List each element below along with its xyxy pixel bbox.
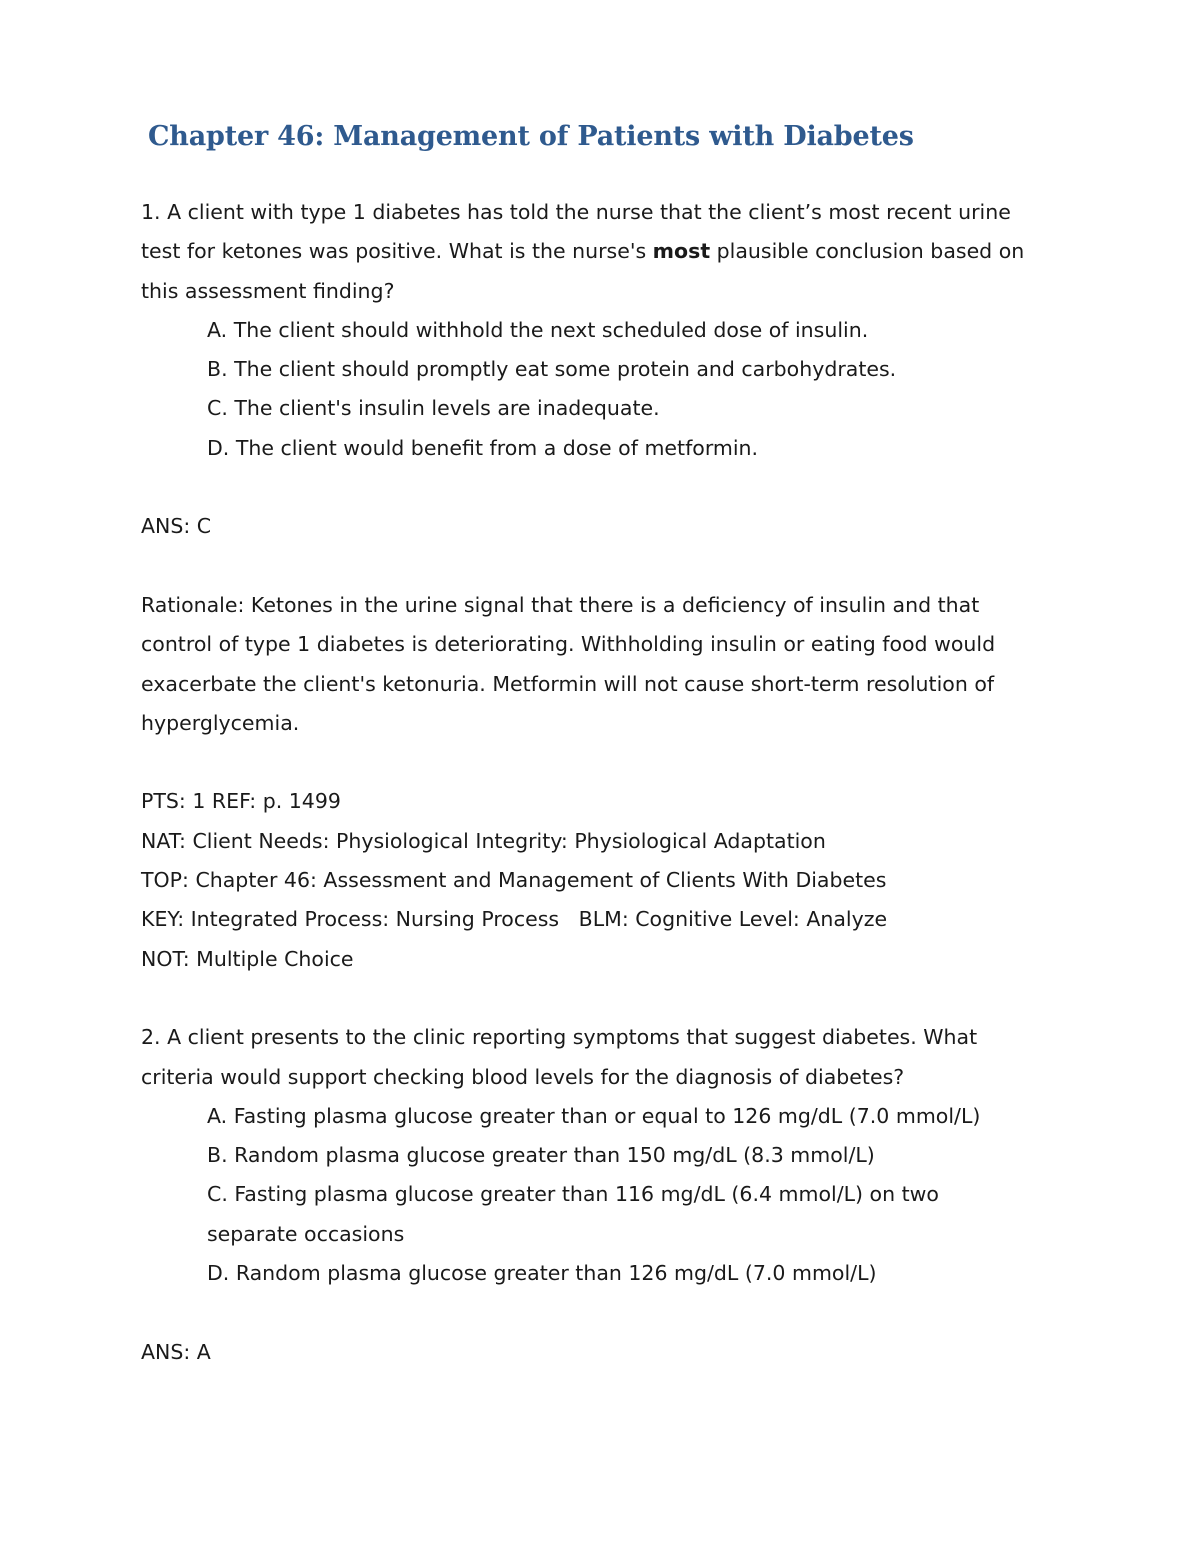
question-2-option-b: B. Random plasma glucose greater than 150 mg/dL (8.3 mmol/L) bbox=[207, 1143, 875, 1168]
meta-key: KEY: Integrated Process: Nursing Process BLM: Cognitive Level: Analyze bbox=[141, 907, 888, 932]
rationale-line-2: control of type 1 diabetes is deteriorating. Withholding insulin or eating food would bbox=[141, 632, 996, 657]
question-2-option-a: A. Fasting plasma glucose greater than or equal to 126 mg/dL (7.0 mmol/L) bbox=[207, 1103, 981, 1128]
document-body bbox=[141, 193, 1101, 1411]
question-1-option-a: A. The client should withhold the next scheduled dose of insulin. bbox=[207, 317, 869, 342]
question-1-option-c: C. The client's insulin levels are inadequate. bbox=[207, 396, 660, 421]
rationale-line-4: hyperglycemia. bbox=[141, 710, 300, 735]
meta-not: NOT: Multiple Choice bbox=[141, 946, 354, 971]
question-1 bbox=[141, 193, 1101, 468]
question-2-answer bbox=[141, 1333, 1101, 1372]
question-1-option-d: D. The client would benefit from a dose of metformin. bbox=[207, 435, 759, 460]
question-1-emphasis: most bbox=[652, 239, 711, 264]
meta-top: TOP: Chapter 46: Assessment and Management of Clients With Diabetes bbox=[141, 868, 887, 893]
meta-pts: PTS: 1 REF: p. 1499 bbox=[141, 789, 341, 814]
question-1-answer bbox=[141, 507, 1101, 546]
question-1-metadata bbox=[141, 782, 1101, 978]
rationale-line-1: Rationale: Ketones in the urine signal that there is a deficiency of insulin and that bbox=[141, 592, 980, 617]
question-2-stem-line-2: criteria would support checking blood levels for the diagnosis of diabetes? bbox=[141, 1064, 905, 1089]
question-2 bbox=[141, 1018, 1101, 1293]
question-1-stem-line-2-post: plausible conclusion based on bbox=[710, 239, 1025, 264]
question-2-stem-line-1: 2. A client presents to the clinic reporting symptoms that suggest diabetes. What bbox=[141, 1025, 978, 1050]
question-1-stem-line-3: this assessment finding? bbox=[141, 278, 395, 303]
rationale-line-3: exacerbate the client's ketonuria. Metformin will not cause short-term resolution of bbox=[141, 671, 995, 696]
question-2-answer-text: ANS: A bbox=[141, 1339, 211, 1364]
question-2-option-c: C. Fasting plasma glucose greater than 116 mg/dL (6.4 mmol/L) on two separate occasions bbox=[207, 1182, 939, 1246]
question-2-option-d: D. Random plasma glucose greater than 126 mg/dL (7.0 mmol/L) bbox=[207, 1261, 877, 1286]
meta-nat: NAT: Client Needs: Physiological Integrity: Physiological Adaptation bbox=[141, 828, 826, 853]
question-1-stem-line-2 bbox=[141, 232, 1101, 271]
chapter-title: Chapter 46: Management of Patients with Diabetes bbox=[148, 121, 914, 152]
question-1-answer-text: ANS: C bbox=[141, 514, 212, 539]
question-1-rationale bbox=[141, 586, 1101, 743]
question-1-option-b: B. The client should promptly eat some protein and carbohydrates. bbox=[207, 357, 897, 382]
question-1-stem-line-1: 1. A client with type 1 diabetes has told the nurse that the client’s most recent urine bbox=[141, 200, 1011, 224]
question-1-stem-line-2-pre: test for ketones was positive. What is the nurse's bbox=[141, 239, 653, 264]
